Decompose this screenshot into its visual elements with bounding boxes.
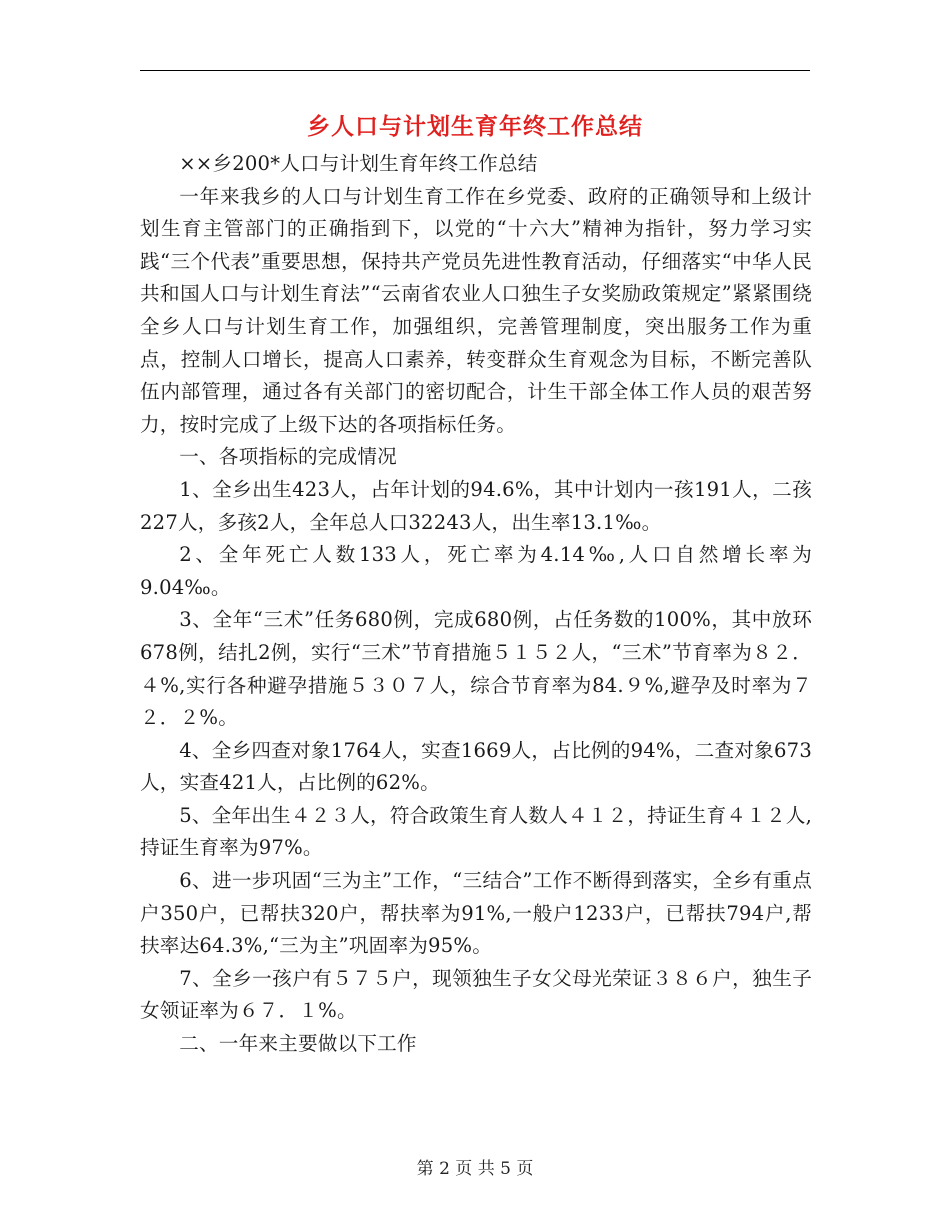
paragraph-item-5: 5、全年出生４２３人，符合政策生育人数人４１２，持证生育４１２人,持证生育率为97%。 [140, 803, 812, 860]
doc-subtitle: ××乡200*人口与计划生育年终工作总结 [179, 152, 538, 175]
paragraph-intro: 一年来我乡的人口与计划生育工作在乡党委、政府的正确领导和上级计划生育主管部门的正确指到下，以党的“十六大”精神为指针，努力学习实践“三个代表”重要思想，保持共产党员先进性教育活动，仔细落实“中华人民共和国人口与计划生育法”“云南省农业人口独生子女奖励政策规定”紧紧围绕全乡人口与计划生育工作，加强组织，完善管理制度，突出服务工作为重点，控制人口增长，提高人口素养，转变群众生育观念为目标，不断完善队伍内部管理，通过各有关部门的密切配合，计生干部全体工作人员的艰苦努力，按时完成了上级下达的各项指标任务。 [140, 184, 812, 436]
header-rule [140, 70, 810, 71]
document-body [140, 148, 812, 1061]
paragraph-item-6: 6、进一步巩固“三为主”工作，“三结合”工作不断得到落实，全乡有重点户350户，已帮扶320户，帮扶率为91%,一般户1233户，已帮扶794户,帮扶率达64.3%,“三为主”巩固率为95%。 [140, 869, 812, 958]
page-number: 第 2 页 共 5 页 [416, 1159, 534, 1179]
section-heading-indicators: 一、各项指标的完成情况 [179, 445, 397, 469]
paragraph-item-7: 7、全乡一孩户有５７５户，现领独生子女父母光荣证３８６户，独生子女领证率为６７．１%。 [140, 966, 812, 1023]
paragraph-item-1: 1、全乡出生423人，占年计划的94.6%，其中计划内一孩191人，二孩227人，多孩2人，全年总人口32243人，出生率13.1‰。 [140, 477, 812, 534]
document-title: 乡人口与计划生育年终工作总结 [307, 114, 643, 140]
paragraph-item-4: 4、全乡四查对象1764人，实查1669人，占比例的94%，二查对象673人，实查421人，占比例的62%。 [140, 738, 812, 795]
paragraph-item-2: 2、全年死亡人数133人，死亡率为4.14‰,人口自然增长率为9.04‰。 [140, 543, 812, 599]
paragraph-item-3: 3、全年“三术”任务680例，完成680例，占任务数的100%，其中放环678例，结扎2例，实行“三术”节育措施５１５２人，“三术”节育率为８２．４%,实行各种避孕措施５３０７人，综合节育率为84.９%,避孕及时率为７２．２%。 [140, 608, 812, 730]
section-heading-work: 二、一年来主要做以下工作 [179, 1032, 417, 1056]
